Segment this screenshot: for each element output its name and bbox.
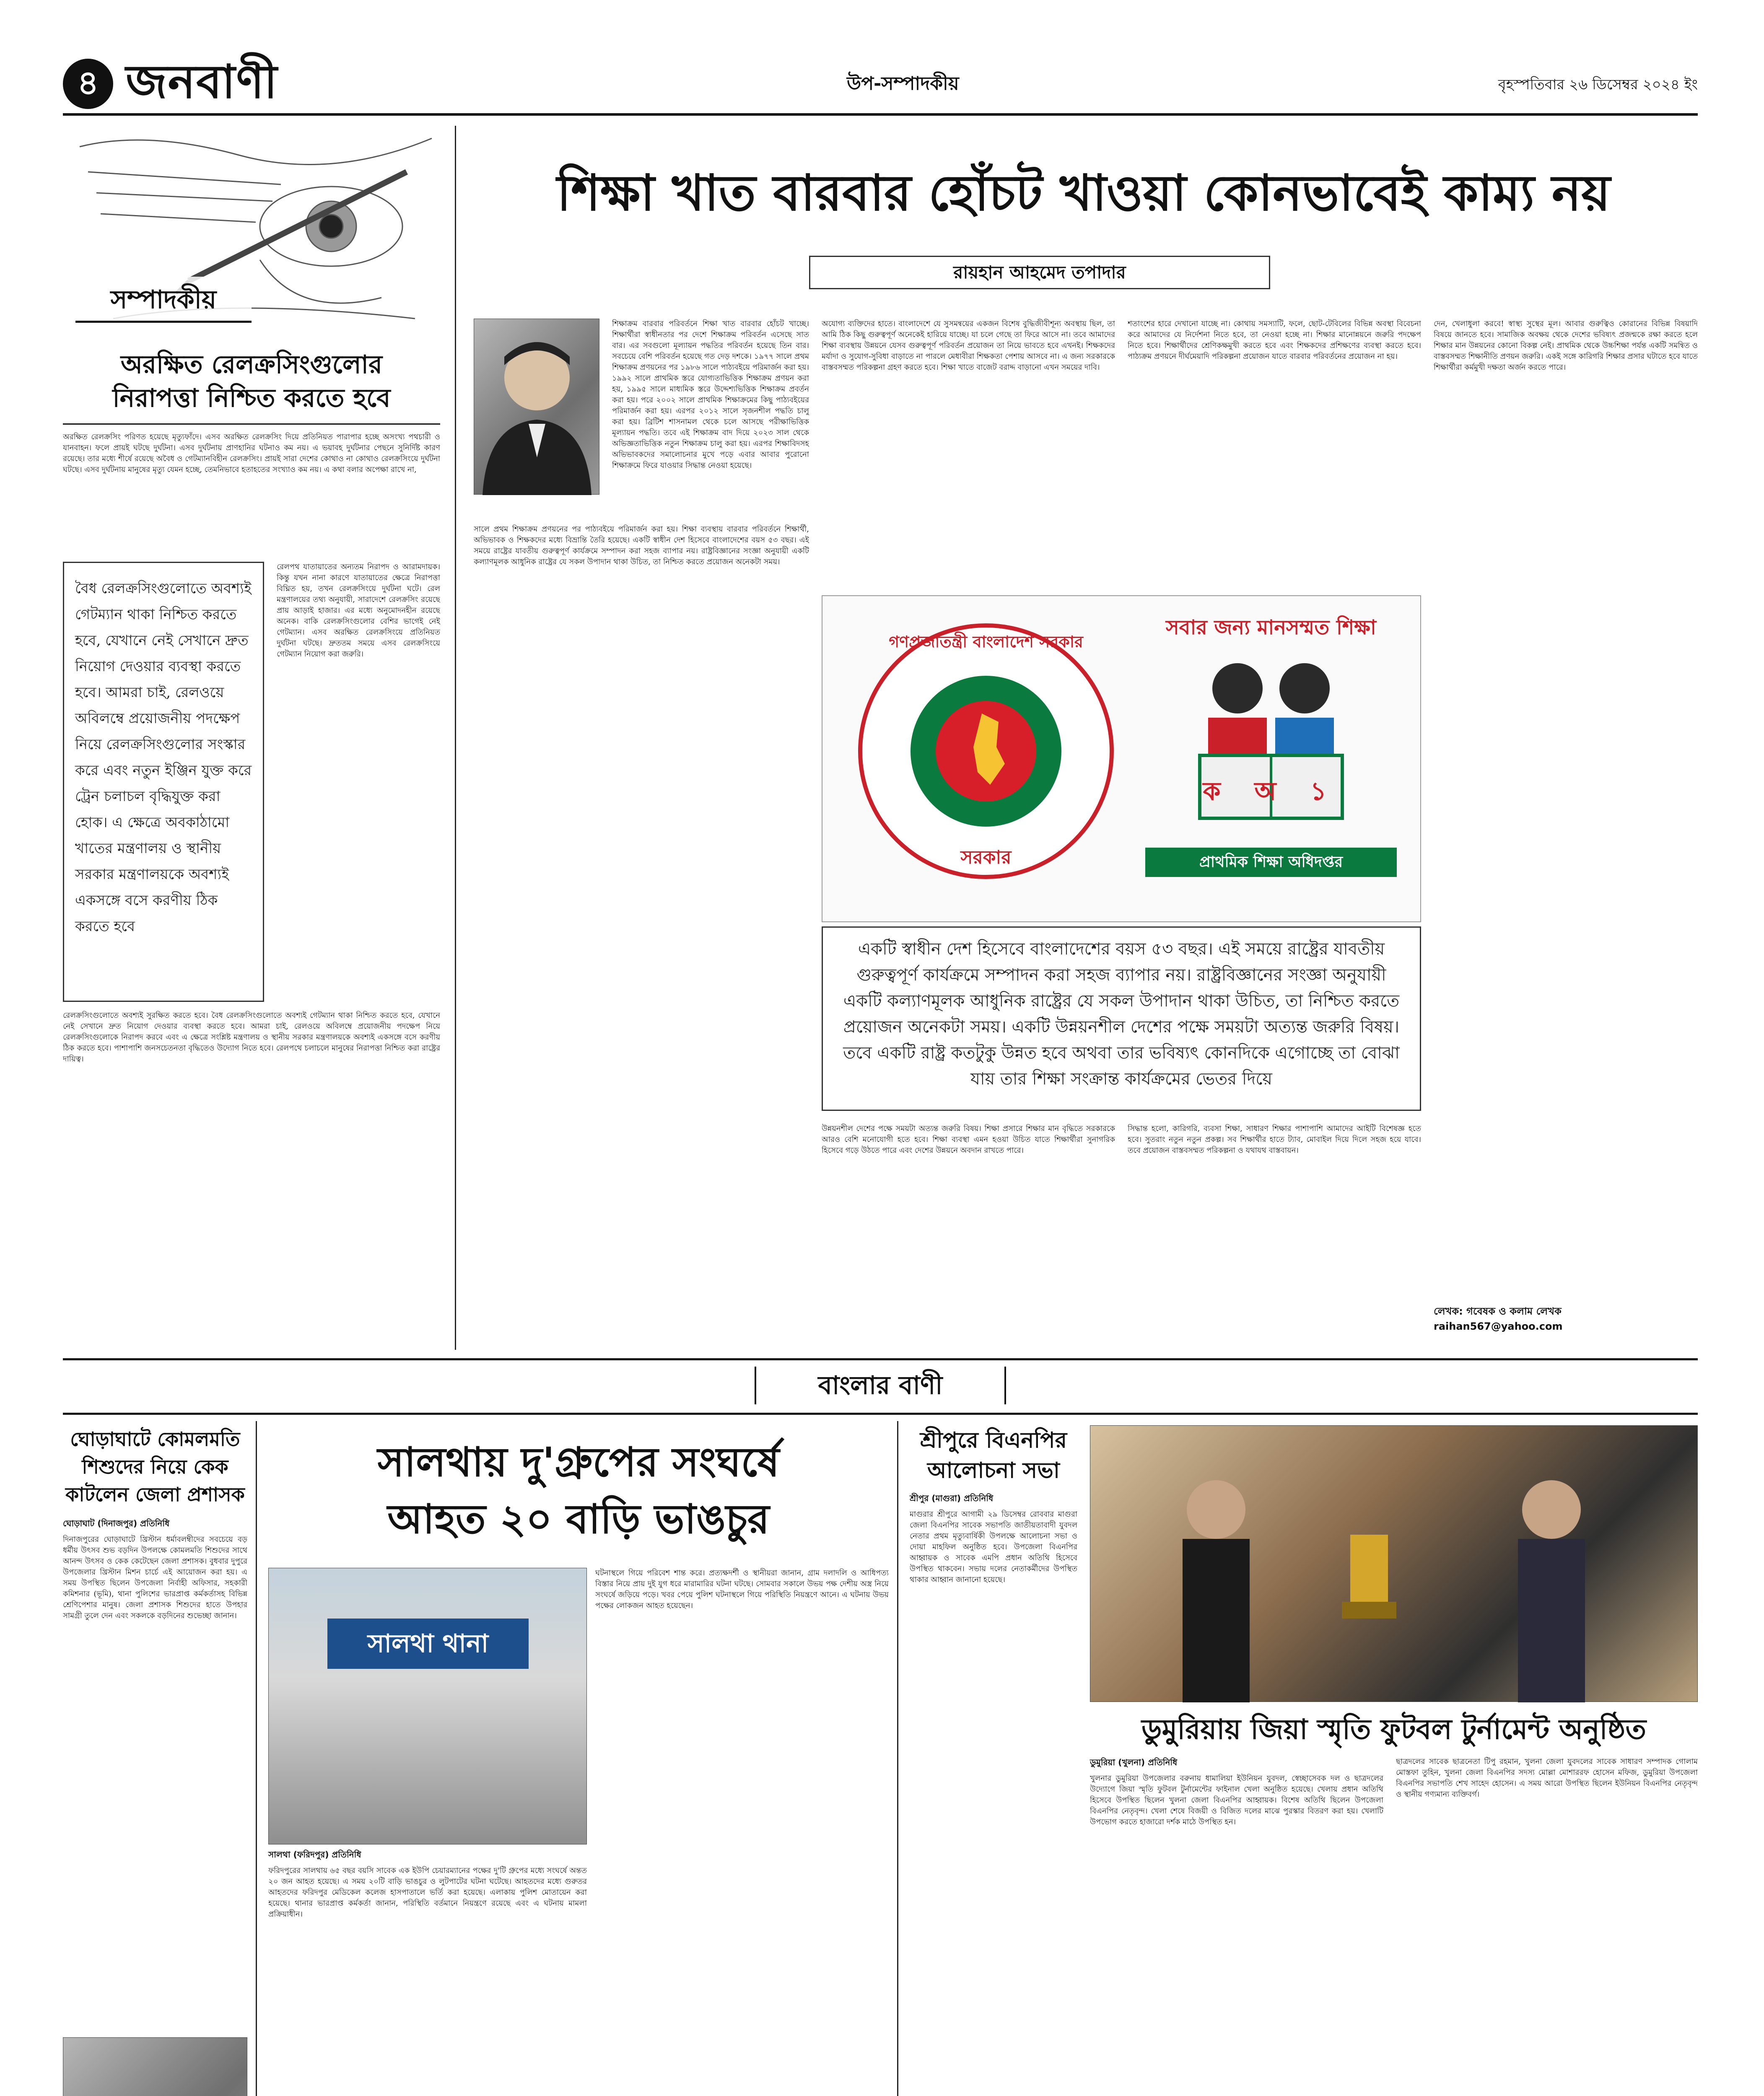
news-saltha-headline <box>268 1434 889 1548</box>
news-saltha-photo-caption: সালথা (ফরিদপুর) প্রতিনিধি <box>268 1850 361 1860</box>
govt-seal-text: গণপ্রজাতন্ত্রী বাংলাদেশ সরকার <box>889 633 1083 651</box>
education-logo-title: সবার জন্য মানসম্মত শিক্ষা <box>1166 616 1376 639</box>
editorial-body-intro: অরক্ষিত রেলক্রসিং পরিণত হয়েছে মৃত্যুফাঁদে। এসব অরক্ষিত রেলক্রসিং দিয়ে প্রতিনিয়ত পারাপার হচ্ছে অসংখ্য পথচারী ও যানবাহন। ফলে প্রায়ই ঘটছে দুর্ঘটনা। এসব দুর্ঘটনায় প্রাণহানির ঘটনাও কম নয়। এ ভয়াবহ দুর্ঘটনার পেছনে সুনির্দিষ্ট কারণ রয়েছে। তার মধ্যে শীর্ষে রয়েছে অবৈধ ও গেটম্যানবিহীন রেলক্রসিং। প্রায়ই সারা দেশের কোথাও না কোথাও রেলক্রসিংয়ে দুর্ঘটনা ঘটছে। এসব দুর্ঘটনায় মানুষের মৃত্যু যেমন হচ্ছে, তেমনিভাবে হতাহতের সংখ্যাও কম নয়। এ কথা বলার অপেক্ষা রাখে না, <box>63 433 440 474</box>
editorial-label: সম্পাদকীয় <box>75 277 252 323</box>
news-dumuria-photo <box>1090 1425 1698 1702</box>
editorial-illustration <box>63 122 440 340</box>
news-ghoraghat-body: দিনাজপুরের ঘোড়াঘাটে খ্রিস্টান ধর্মাবলম্বীদের সবচেয়ে বড় ধর্মীয় উৎসব শুভ বড়দিন উপলক্ষে কোমলমতি শিশুদের সাথে আনন্দ উৎসব ও কেক কেটেছেন জেলা প্রশাসক। বুধবার দুপুরে উপজেলার খ্রিস্টান মিশন চার্চে এই আয়োজন করা হয়। এ সময় উপস্থিত ছিলেন উপজেলা নির্বাহী অফিসার, সহকারী কমিশনার (ভূমি), থানা পুলিশের ভারপ্রাপ্ত কর্মকর্তাসহ বিভিন্ন শ্রেণিপেশার মানুষ। জেলা প্রশাসক শিশুদের হাতে উপহার সামগ্রী তুলে দেন এবং সকলকে বড়দিনের শুভেচ্ছা জানান। <box>63 1535 247 1620</box>
book-letters: ক অ ১ <box>1203 777 1339 806</box>
news-saltha-photo <box>268 1568 587 1844</box>
education-logo <box>1145 613 1397 890</box>
issue-date: বৃহস্পতিবার ২৬ ডিসেম্বর ২০২৪ ইং <box>1498 76 1698 93</box>
editorial-headline-rule <box>63 423 440 425</box>
news-saltha-body: ফরিদপুরের সালথায় ৬৫ বছর বয়সি সাবেক এক ইউপি চেয়ারম্যানের পক্ষের দু'টি গ্রুপের মধ্যে সংঘর্ষে অন্তত ২০ জন আহত হয়েছে। এ সময় ২০টি বাড়ি ভাঙচুর ও লুটপাটের ঘটনা ঘটেছে। আহতদের মধ্যে গুরুতর আহতদের ফরিদপুর মেডিকেল কলেজ হাসপাতালে ভর্তি করা হয়েছে। এলাকায় পুলিশ মোতায়েন করা হয়েছে। থানার ভারপ্রাপ্ত কর্মকর্তা জানান, পরিস্থিতি বর্তমানে নিয়ন্ত্রণে রয়েছে এবং এ ঘটনায় মামলা প্রক্রিয়াধীন। <box>268 1866 587 1919</box>
news-divider-2 <box>897 1421 898 2096</box>
newspaper-logo: জনবাণী <box>126 55 278 109</box>
news-sreepur-body: মাগুরার শ্রীপুরে আগামী ২৯ ডিসেম্বর রোববার মাগুরা জেলা বিএনপির সাবেক সভাপতি জাতীয়তাবাদী যুবদল নেতার প্রথম মৃত্যুবার্ষিকী উপলক্ষে আলোচনা সভা ও দোয়া মাহফিল অনুষ্ঠিত হবে। উপজেলা বিএনপির আহ্বায়ক ও সাবেক এমপি প্রধান অতিথি হিসেবে উপস্থিত থাকবেন। সভায় দলের নেতাকর্মীদের উপস্থিত থাকার আহ্বান জানানো হয়েছে। <box>910 1510 1077 1584</box>
author-box <box>809 256 1270 289</box>
news-dumuria-headline: ডুমুরিয়ায় জিয়া স্মৃতি ফুটবল টুর্নামেন্ট অনুষ্ঠিত <box>1141 1713 1646 1746</box>
govt-seal <box>856 621 1116 881</box>
police-station-sign: সালথা থানা <box>327 1619 529 1669</box>
news-saltha-headline-line1: সালথায় দু'গ্রুপের সংঘর্ষে <box>377 1439 780 1486</box>
section-top-rule <box>63 1358 1698 1360</box>
editorial-headline-line1: অরক্ষিত রেলক্রসিংগুলোর <box>121 350 382 379</box>
main-article-col-c: শতাংশের হারে দেখানো যাচ্ছে না। কোথায় সমস্যাটি, ফলে, ছোট-টেবিলের বিভিন্ন অবস্থা বিবেচনা করে আমাদের যে নির্দেশনা নিতে হবে, তা নেওয়া হচ্ছে না। শিক্ষার মানোন্নয়নে জরুরি পদক্ষেপ নিতে হবে। শিক্ষার্থীদের শ্রেণিকক্ষমুখী করতে হবে এবং শিক্ষকদের প্রশিক্ষণের ব্যবস্থা করতে হবে। পাঠ্যক্রম প্রণয়নে দীর্ঘমেয়াদি পরিকল্পনা প্রয়োজন যাতে বারবার পরিবর্তনের প্রয়োজন না হয়। <box>1128 319 1421 361</box>
section-title: উপ-সম্পাদকীয় <box>847 73 959 94</box>
editorial-headline <box>63 348 440 415</box>
main-article-col-g: সিদ্ধান্ত হলো, কারিগরি, ব্যবসা শিক্ষা, সাধারণ শিক্ষার পাশাপাশি আমাদের আইটি বিশেষজ্ঞ হতে হবে। সুতরাং নতুন নতুন প্রকল্প। সব শিক্ষার্থীর হাতে ট্যাব, মোবাইল দিয়ে দিলে সহজ হয়ে যাবে। তবে প্রয়োজন বাস্তবসম্মত পরিকল্পনা ও যথাযথ বাস্তবায়ন। <box>1128 1124 1421 1155</box>
trophy-ceremony-icon <box>1090 1426 1698 1702</box>
education-dept: প্রাথমিক শিক্ষা অধিদপ্তর <box>1145 848 1397 877</box>
editorial-pullquote: বৈধ রেলক্রসিংগুলোতে অবশ্যই গেটম্যান থাকা নিশ্চিত করতে হবে, যেখানে নেই সেখানে দ্রুত নিয়োগ দেওয়ার ব্যবস্থা করতে হবে। আমরা চাই, রেলওয়ে অবিলম্বে প্রয়োজনীয় পদক্ষেপ নিয়ে রেলক্রসিংগুলোর সংস্কার করে এবং নতুন ইঞ্জিন যুক্ত করে ট্রেন চলাচল বৃদ্ধিযুক্ত করা হোক। এ ক্ষেত্রে অবকাঠামো খাতের মন্ত্রণালয় ও স্থানীয় সরকার মন্ত্রণালয়কে অবশ্যই একসঙ্গে বসে করণীয় ঠিক করতে হবে <box>63 562 264 1002</box>
author-photo <box>474 319 599 495</box>
news-dumuria-body: খুলনার ডুমুরিয়া উপজেলার বরুনায় ধামালিয়া ইউনিয়ন যুবদল, স্বেচ্ছাসেবক দল ও ছাত্রদলের উদ্যোগে জিয়া স্মৃতি ফুটবল টুর্নামেন্টের ফাইনাল খেলা অনুষ্ঠিত হয়েছে। খেলায় প্রধান অতিথি হিসেবে উপস্থিত ছিলেন খুলনা জেলা বিএনপির আহ্বায়ক। বিশেষ অতিথি ছিলেন উপজেলা বিএনপির নেতৃবৃন্দ। খেলা শেষে বিজয়ী ও বিজিত দলের মাঝে পুরস্কার বিতরণ করা হয়। খেলাটি উপভোগ করতে হাজারো দর্শক মাঠে উপস্থিত হন। <box>1090 1774 1383 1826</box>
editorial-body-bottom: রেলক্রসিংগুলোতে অবশ্যই সুরক্ষিত করতে হবে। বৈধ রেলক্রসিংগুলোতে অবশ্যই গেটম্যান থাকা নিশ্চিত করতে হবে, যেখানে নেই সেখানে দ্রুত নিয়োগ দেওয়ার ব্যবস্থা করতে হবে। আমরা চাই, রেলওয়ে অবিলম্বে প্রয়োজনীয় পদক্ষেপ নিয়ে রেলক্রসিংগুলোকে নিরাপদ করবে এবং এ ক্ষেত্রে সংশ্লিষ্ট মন্ত্রণালয় ও স্থানীয় সরকার মন্ত্রণালয়কে অবশ্যই একসঙ্গে বসে করণীয় ঠিক করতে হবে। পাশাপাশি জনসচেতনতা বৃদ্ধিতেও উদ্যোগ নিতে হবে। রেলপথে চলাচলে মানুষের নিরাপত্তা নিশ্চিত করা রাষ্ট্রের দায়িত্ব। <box>63 1011 440 1064</box>
news-sreepur-byline: শ্রীপুর (মাগুরা) প্রতিনিধি <box>910 1493 994 1503</box>
news-ghoraghat-headline: ঘোড়াঘাটে কোমলমতি শিশুদের নিয়ে কেক কাটলেন জেলা প্রশাসক <box>65 1428 245 1506</box>
news-ghoraghat-photo <box>63 2037 247 2096</box>
govt-seal-bottom: সরকার <box>960 847 1012 868</box>
masthead <box>63 54 1698 109</box>
author-email-link[interactable]: raihan567@yahoo.com <box>1434 1320 1563 1332</box>
author-note-role: লেখক: গবেষক ও কলাম লেখক <box>1434 1305 1562 1317</box>
news-dumuria-body-2: ছাত্রদলের সাবেক ছাত্রনেতা টিপু রহমান, খুলনা জেলা যুবদলের সাবেক সাধারণ সম্পাদক গোলাম মোস্তফা তুহিন, খুলনা জেলা বিএনপির সদস্য মোল্লা মোশাররফ হোসেন মফিজ, ডুমুরিয়া উপজেলা বিএনপির সভাপতি শেখ সাহেদ হোসেন। এ সময় আরো উপস্থিত ছিলেন ইউনিয়ন বিএনপির নেতৃবৃন্দ ও স্থানীয় গণ্যমান্য ব্যক্তিবর্গ। <box>1396 1757 1698 1799</box>
page-number-badge: ৪ <box>63 59 113 109</box>
author-note <box>1434 1304 1698 1334</box>
main-article-col-d: দেন, খেলাধুলা করবে! স্বাস্থ্য সুস্থের মূল। আবার গুরুত্বিও কোরানের বিভিন্ন বিষয়াদি বিষয়ে জানতে হবে। সামাজিক অবক্ষয় থেকে দেশের ভবিষ্যৎ প্রজন্মকে রক্ষা করতে হলে শিক্ষার মান উন্নয়নের কোনো বিকল্প নেই। প্রাথমিক থেকে উচ্চশিক্ষা পর্যন্ত একটি সমন্বিত ও বাস্তবসম্মত শিক্ষানীতি প্রণয়ন জরুরি। একই সঙ্গে কারিগরি শিক্ষার প্রসার ঘটাতে হবে যাতে শিক্ষার্থীরা কর্মমুখী দক্ষতা অর্জন করতে পারে। <box>1434 319 1698 372</box>
article-image-panel <box>822 595 1421 922</box>
news-sreepur-headline: শ্রীপুরে বিএনপির আলোচনা সভা <box>920 1428 1067 1483</box>
editorial-body-col2: রেলপথ যাতায়াতের অন্যতম নিরাপদ ও আরামদায়ক। কিন্তু যখন নানা কারণে যাতায়াতের ক্ষেত্রে নিরাপত্তা বিঘ্নিত হয়, তখন রেলক্রসিংয়ে দুর্ঘটনা ঘটে। রেল মন্ত্রণালয়ের তথ্য অনুযায়ী, সারাদেশে রেলক্রসিং রয়েছে প্রায় আড়াই হাজার। এর মধ্যে অনুমোদনহীন রয়েছে অনেক। বাকি রেলক্রসিংগুলোর বেশির ভাগেই নেই গেটম্যান। এসব অরক্ষিত রেলক্রসিংয়ে প্রতিনিয়ত দুর্ঘটনা ঘটছে। দ্রুততম সময়ে এসব রেলক্রসিংয়ে গেটম্যান নিয়োগ করা জরুরি। <box>277 563 440 659</box>
news-saltha-body-2: ঘটনাস্থলে গিয়ে পরিবেশ শান্ত করে। প্রত্যক্ষদর্শী ও স্থানীয়রা জানান, গ্রাম দলাদলি ও আধিপত্য বিস্তার নিয়ে প্রায় দুই যুগ ধরে মারামারির ঘটনা ঘটছে। সোমবার সকালে উভয় পক্ষ দেশীয় অস্ত্র নিয়ে সংঘর্ষে জড়িয়ে পড়ে। খবর পেয়ে পুলিশ ঘটনাস্থলে গিয়ে পরিস্থিতি নিয়ন্ত্রণে আনে। এ ঘটনায় উভয় পক্ষের লোকজন আহত হয়েছেন। <box>595 1569 889 1610</box>
main-article-headline: শিক্ষা খাত বারবার হোঁচট খাওয়া কোনভাবেই কাম্য নয় <box>557 164 1611 222</box>
news-ghoraghat-byline: ঘোড়াঘাট (দিনাজপুর) প্রতিনিধি <box>63 1518 170 1528</box>
main-article-col-a: শিক্ষাক্রম বারবার পরিবর্তনে শিক্ষা খাত বারবার হোঁচট খাচ্ছে। শিক্ষার্থীরা স্বাধীনতার পর দেশে শিক্ষাক্রম পরিবর্তন এসেছে সাত বার। এর সবগুলো মূল্যায়ন পদ্ধতির পরিবর্তন হয়েছে তিন বার। সবচেয়ে বেশি পরিবর্তন হয়েছে গত দেড় দশকে। ১৯৭৭ সালে প্রথম শিক্ষাক্রম প্রণয়নের পর ১৯৮৬ সালে পাঠ্যবইয়ে পরিমার্জন করা হয়। ১৯৯২ সালে প্রাথমিক স্তরে যোগ্যতাভিত্তিক শিক্ষাক্রম প্রণয়ন করা হয়, ১৯৯৫ সালে মাধ্যমিক স্তরে উদ্দেশ্যভিত্তিক শিক্ষাক্রম প্রবর্তন করা হয়। পরে ২০০২ সালে প্রাথমিক শিক্ষাক্রমের কিছু পাঠ্যবইয়ের পরিমার্জন করা হয়। এরপর ২০১২ সালে সৃজনশীল পদ্ধতি চালু করা হয়। ব্রিটিশ শাসনামল থেকে চলে আসছে পরীক্ষাভিত্তিক মূল্যায়ন পদ্ধতি। তবে এই শিক্ষাক্রম বাদ দিয়ে ২০২৩ সাল থেকে অভিজ্ঞতাভিত্তিক নতুন শিক্ষাক্রম চালু করা হয়। এরপর শিক্ষাবিদসহ অভিভাবকদের সমালোচনার মুখে পড়ে এবার আবার পুরোনো শিক্ষাক্রমে ফিরে যাওয়ার সিদ্ধান্ত নেওয়া হয়েছে। <box>612 319 809 470</box>
main-article-col-e: সালে প্রথম শিক্ষাক্রম প্রণয়নের পর পাঠ্যবইয়ে পরিমার্জন করা হয়। শিক্ষা ব্যবস্থায় বারবার পরিবর্তনে শিক্ষার্থী, অভিভাবক ও শিক্ষকদের মধ্যে বিভ্রান্তি তৈরি হয়েছে। একটি স্বাধীন দেশ হিসেবে বাংলাদেশের বয়স ৫৩ বছর। এই সময়ে রাষ্ট্রের যাবতীয় গুরুত্বপূর্ণ কার্যক্রমে সম্পাদন করা সহজ ব্যাপার নয়। রাষ্ট্রবিজ্ঞানের সংজ্ঞা অনুযায়ী একটি কল্যাণমূলক আধুনিক রাষ্ট্রের যে সকল উপাদান থাকা উচিত, তা নিশ্চিত করতে প্রয়োজন অনেকটা সময়। <box>474 525 809 566</box>
main-article-col-b: অযোগ্য ব্যক্তিদের হাতে। বাংলাদেশে যে সুসমন্বয়ের একজন বিশেষ বুদ্ধিজীবীশূন্য অবস্থায় ছিল, তা আমি ঠিক কিছু গুরুত্বপূর্ণ অনেকেই হারিয়ে যাচ্ছে। যা চলে গেছে তা ফিরে আসে না। তবে আমাদের শিক্ষা ব্যবস্থায় উন্নয়নে যেসব গুরুত্বপূর্ণ পরিবর্তন প্রয়োজন তা নিয়ে ভাবতে হবে এখনই। শিক্ষকদের মর্যাদা ও সুযোগ-সুবিধা বাড়াতে না পারলে মেধাবীরা শিক্ষকতা পেশায় আসবে না। এ জন্য সরকারকে বাস্তবসম্মত পরিকল্পনা গ্রহণ করতে হবে। শিক্ষা খাতে বাজেট বরাদ্দ বাড়ানো এখন সময়ের দাবি। <box>822 319 1115 372</box>
main-article-col-f: উন্নয়নশীল দেশের পক্ষে সময়টা অত্যন্ত জরুরি বিষয়। শিক্ষা প্রসারে শিক্ষার মান বৃদ্ধিতে সরকারকে আরও বেশি মনোযোগী হতে হবে। শিক্ষা ব্যবস্থা এমন হওয়া উচিত যাতে শিক্ষার্থীরা সুনাগরিক হিসেবে গড়ে উঠতে পারে এবং দেশের উন্নয়নে অবদান রাখতে পারে। <box>822 1124 1115 1155</box>
author-name: রায়হান আহমেদ তপাদার <box>953 262 1126 283</box>
editorial-divider <box>455 126 456 1350</box>
masthead-rule <box>63 113 1698 116</box>
editorial-headline-line2: নিরাপত্তা নিশ্চিত করতে হবে <box>112 384 391 413</box>
bangladesh-seal-icon <box>856 621 1116 881</box>
section-bar-title: বাংলার বাণী <box>755 1367 1006 1404</box>
image-caption-box: একটি স্বাধীন দেশ হিসেবে বাংলাদেশের বয়স ৫৩ বছর। এই সময়ে রাষ্ট্রের যাবতীয় গুরুত্বপূর্ণ কার্যক্রমে সম্পাদন করা সহজ ব্যাপার নয়। রাষ্ট্রবিজ্ঞানের সংজ্ঞা অনুযায়ী একটি কল্যাণমূলক আধুনিক রাষ্ট্রের যে সকল উপাদান থাকা উচিত, তা নিশ্চিত করতে প্রয়োজন অনেকটা সময়। একটি উন্নয়নশীল দেশের পক্ষে সময়টা অত্যন্ত জরুরি বিষয়। তবে একটি রাষ্ট্র কতটুকু উন্নত হবে অথবা তার ভবিষ্যৎ কোনদিকে এগোচ্ছে তা বোঝা যায় তার শিক্ষা সংক্রান্ত কার্যক্রমের ভেতর দিয়ে <box>822 926 1421 1111</box>
news-divider-1 <box>256 1421 257 2096</box>
author-portrait-icon <box>474 319 600 495</box>
news-dumuria-byline: ডুমুরিয়া (খুলনা) প্রতিনিধি <box>1090 1757 1178 1767</box>
news-saltha-headline-line2: আহত ২০ বাড়ি ভাঙচুর <box>387 1496 770 1543</box>
section-bottom-rule <box>63 1413 1698 1415</box>
